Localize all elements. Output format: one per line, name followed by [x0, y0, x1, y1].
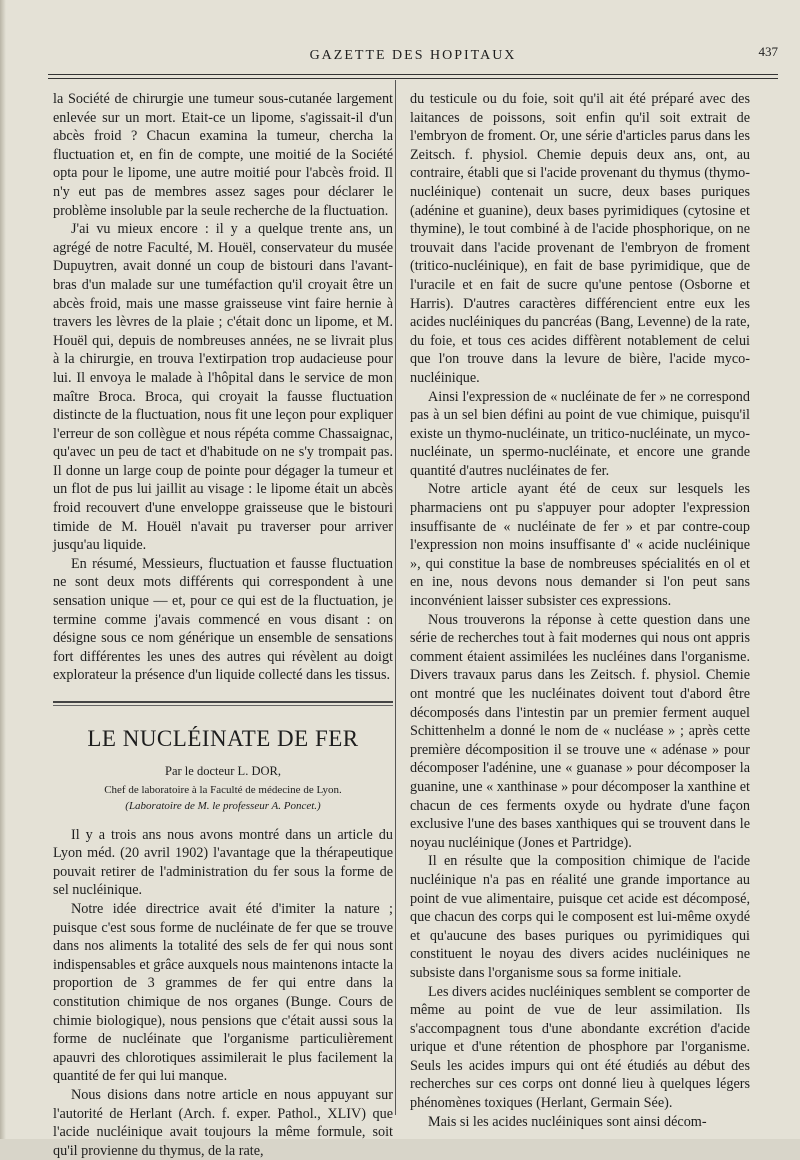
author-laboratory: (Laboratoire de M. le professeur A. Poncet.): [125, 799, 321, 812]
paragraph: Les divers acides nucléiniques semblent se comporter de même au point de vue de leur assimilation. Ils s'accompagnent tous d'une abondante excrétion d'acide urique et d'une rétention de phosphore par l'organisme. Seuls les acides impurs qui ont été étudiés au début des recherches sur ces corps ont donné lieu à quelques légers phénomènes toxiques (Herlant, Germain Sée).: [410, 983, 750, 1112]
paragraph: Nous trouverons la réponse à cette question dans une série de recherches tout à fait modernes qui nous ont appris comment étaient assimilées les nucléines dans l'organisme. Divers travaux parus dans les Zeitsch. f. physiol. Chemie ont montré que les nucléinates doivent tout d'abord être décomposés dans l'intestin par un premier ferment auquel Schittenhelm a donné le nom de « nucléase » ; après cette première décomposition il se trouve une « adénase » pour décomposer l'adénine, une « guanase » pour décomposer la guanine, une « xanthinase » pour décomposer la xanthine et chacun de ces ferments oxyde ou hydrate d'une façon exclusive l'une des bases xanthiques qui se trouvent dans le noyau nucléinique (Jones et Partridge).: [410, 611, 750, 851]
journal-title: GAZETTE DES HOPITAUX: [309, 48, 517, 63]
article-byline: Par le docteur L. DOR,: [165, 763, 281, 778]
page-edge-shadow: [0, 0, 6, 1139]
article-title: LE NUCLÉINATE DE FER: [87, 726, 359, 751]
paragraph: Notre article ayant été de ceux sur lesquels les pharmaciens ont pu s'appuyer pour adopter l'expression insuffisante de « nucléinate de fer » et par contre-coup l'expression non moins insuffisante d' « acide nucléinique », qui constitue la base de nombreuses spécialités en ol et en ine, nous devons nous demander si l'on peut sans inconvénient laisser subsister ces expressions.: [410, 481, 750, 610]
paragraph: J'ai vu mieux encore : il y a quelque trente ans, un agrégé de notre Faculté, M. Houël, conservateur du musée Dupuytren, avait donné un coup de bistouri dans l'avant-bras d'un malade sur une tuméfaction qu'il croyait être un abcès froid, mais une masse graisseuse vint faire hernie à travers les lèvres de la plaie ; c'était donc un lipome, et M. Houël qui, depuis de nombreuses années, ne se livrait plus à la chirurgie, en trouva l'extirpation trop audacieuse pour lui. Il envoya le malade à l'hôpital dans le service de mon maître Broca. Broca, qui croyait la fausse fluctuation distincte de la fluctuation, nous fit une leçon pour expliquer l'erreur de son collègue et nous répéta comme Chassaignac, qu'avec un peu de tact et d'habitude on ne s'y trompait pas. Il donne un large coup de pointe pour dégager la tumeur et un flot de pus lui jaillit au visage : le lipome était un abcès froid recouvert d'une enveloppe graisseuse que le bistouri timide de M. Houël n'avait pu traverser pour arriver jusqu'au liquide.: [53, 221, 393, 554]
section-divider-thin: [53, 705, 393, 706]
paragraph: Ainsi l'expression de « nucléinate de fer » ne correspond pas à un sel bien défini au point de vue chimique, puisqu'il existe un thymo-nucléinate, un tritico-nucléinate, un myco-nucléinate, un spermo-nucléinate, et encore une grande quantité d'autres nucléinates de fer.: [410, 388, 750, 479]
author-institution: Chef de laboratoire à la Faculté de médecine de Lyon.: [104, 783, 342, 796]
paragraph: Nous disions dans notre article en nous appuyant sur l'autorité de Herlant (Arch. f. exper. Pathol., XLIV) que l'acide nucléinique avait toujours la même formule, soit qu'il provienne du thymus, de la rate,: [53, 1086, 393, 1159]
paragraph: du testicule ou du foie, soit qu'il ait été préparé avec des laitances de poissons, soit enfin qu'il soit extrait de l'embryon de froment. Or, une série d'articles parus dans les Zeitsch. f. physiol. Chemie depuis deux ans, ont, au contraire, établi que si l'acide provenant du thymus (thymo-nucléinique) contenait un sucre, deux bases puriques (adénine et guanine), deux bases pyrimidiques (cytosine et thymine), le tout combiné à de l'acide phosphorique, on ne trouvait dans l'acide provenant de l'embryon de froment (tritico-nucléinique), en fait de base pyrimidique, que de l'uracile et en fait de sucre qu'une pentose (Osborne et Harris). D'autres caractères différencient entre eux les acides nucléiniques du pancréas (Bang, Levenne) de la rate, du foie, et tous ces acides diffèrent notablement de celui que l'on trouve dans la levure de bière, l'acide myco-nucléinique.: [410, 91, 750, 386]
paragraph: la Société de chirurgie une tumeur sous-cutanée largement enlevée sur un mort. Etait-ce un lipome, s'agissait-il d'un abcès froid ? Chacun examina la tumeur, chercha la fluctuation et, en fin de compte, une moitié de la Société opta pour le lipome, une autre moitié pour l'abcès froid. Il n'y eut pas de membres assez sages pour déclarer le problème insoluble par la seule recherche de la fluctuation.: [53, 91, 393, 219]
column-divider: [395, 80, 396, 1115]
left-column: [53, 90, 393, 1160]
paragraph: Mais si les acides nucléiniques sont ainsi décom-: [428, 1113, 707, 1130]
paragraph: Il en résulte que la composition chimique de l'acide nucléinique n'a pas en réalité une grande importance au point de vue alimentaire, puisque cet acide est décomposé, que chacun des corps qui le composent est lui-même oxydé et qu'aucune des bases puriques ou pyrimidiques qui constituent le noyau des divers acides nucléiniques ne subsiste dans l'organisme sous sa forme initiale.: [410, 853, 750, 981]
section-divider: [53, 701, 393, 703]
header-rule: [48, 74, 778, 75]
header-rule-inner: [48, 78, 778, 79]
paragraph: Notre idée directrice avait été d'imiter la nature ; puisque c'est sous forme de nucléinate de fer que se trouve dans nos aliments la totalité des sels de fer qui nous sont indispensables et grâce auxquels nous maintenons intacte la proportion de 3 grammes de fer qui entre dans la constitution chimique de nos organes (Bunge. Cours de chimie biologique), nous pensions que c'était aussi sous la forme de nucléinate que l'organisme particulièrement apauvri des chlorotiques assimilerait le plus facilement la quantité de fer qui lui manque.: [53, 900, 393, 1085]
page-header: [48, 44, 778, 68]
paragraph: En résumé, Messieurs, fluctuation et fausse fluctuation ne sont deux mots différents qui correspondent à une sensation unique — et, pour ce qui est de la fluctuation, je termine comme j'avais commencé en vous disant : on désigne sous ce nom générique un ensemble de sensations fort différentes les unes des autres qui révèlent au doigt explorateur la présence d'un liquide collecté dans les tissus.: [53, 555, 393, 684]
paragraph: Il y a trois ans nous avons montré dans un article du Lyon méd. (20 avril 1902) l'avantage que la thérapeutique pouvait retirer de l'administration du fer sous la forme de sel nucléinique.: [53, 826, 393, 899]
right-column: [410, 90, 750, 1131]
page-number: 437: [758, 44, 778, 59]
